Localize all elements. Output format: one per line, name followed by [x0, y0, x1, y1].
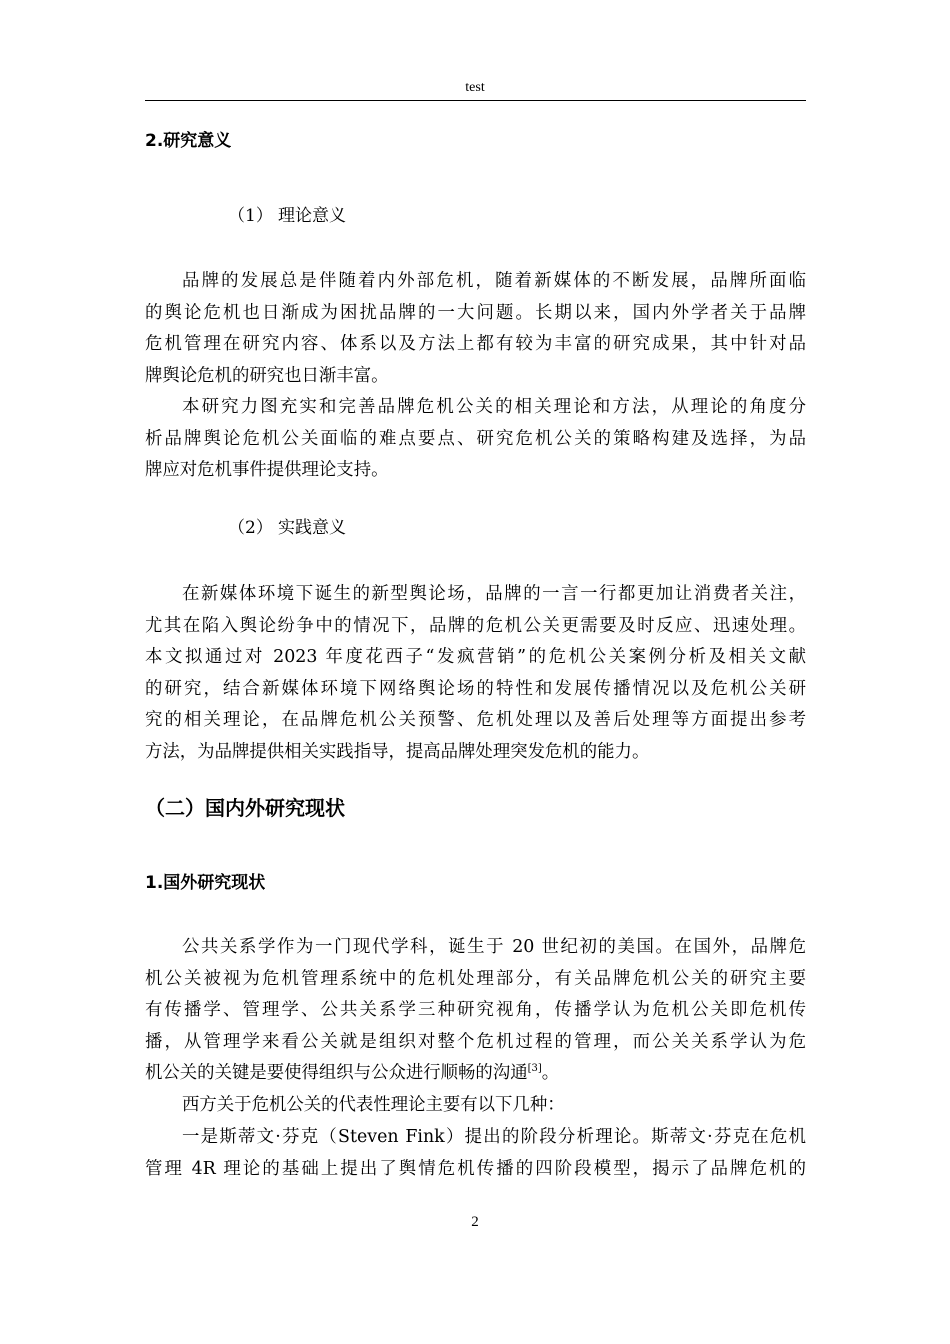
text-line: 公共关系学作为一门现代学科，诞生于 20 世纪初的美国。在国外，品牌危: [182, 937, 806, 957]
text-line: 究的相关理论，在品牌危机公关预警、危机处理以及善后处理等方面提出参考: [145, 710, 806, 730]
paragraph-foreign-1: [145, 932, 806, 1090]
text-line: 一是斯蒂文·芬克（Steven Fink）提出的阶段分析理论。斯蒂文·芬克在危机: [182, 1127, 806, 1147]
citation-ref: [3]: [527, 1063, 542, 1075]
header-rule: [145, 100, 806, 101]
paragraph-foreign-3: [145, 1122, 806, 1185]
page-number: 2: [471, 1214, 479, 1230]
subheading-label: 实践意义: [278, 518, 346, 538]
text-line: 本研究力图充实和完善品牌危机公关的相关理论和方法，从理论的角度分: [182, 397, 806, 417]
text-line: 管理 4R 理论的基础上提出了舆情危机传播的四阶段模型，揭示了品牌危机的: [145, 1158, 806, 1179]
text-line: 西方关于危机公关的代表性理论主要有以下几种：: [182, 1095, 565, 1115]
text-line: 的舆论危机也日渐成为困扰品牌的一大问题。长期以来，国内外学者关于品牌: [145, 302, 806, 323]
text-line: 危机管理在研究内容、体系以及方法上都有较为丰富的研究成果，其中针对品: [145, 334, 806, 354]
paragraph-theory-1: [145, 266, 806, 392]
text-line: 机公关被视为危机管理系统中的危机处理部分，有关品牌危机公关的研究主要: [145, 968, 806, 989]
section-title-research-significance: 2.研究意义: [145, 131, 232, 151]
text-line: 有传播学、管理学、公共关系学三种研究视角，传播学认为危机公关即危机传: [145, 1000, 806, 1020]
text-line: [145, 1058, 806, 1090]
text-run: 。: [541, 1063, 560, 1083]
section-title-research-status: （二）国内外研究现状: [145, 796, 345, 820]
text-line: 本文拟通过对 2023 年度花西子“发疯营销”的危机公关案例分析及相关文献: [145, 647, 806, 667]
paragraph-practice: [145, 579, 806, 768]
text-line: 析品牌舆论危机公关面临的难点要点、研究危机公关的策略构建及选择，为品: [145, 428, 806, 449]
text-run: 机公关的关键是要使得组织与公众进行顺畅的沟通: [145, 1063, 528, 1083]
subheading-label: 理论意义: [278, 206, 346, 226]
page-header: test: [465, 80, 485, 95]
text-line: 的研究，结合新媒体环境下网络舆论场的特性和发展传播情况以及危机公关研: [145, 678, 806, 699]
text-line: 在新媒体环境下诞生的新型舆论场，品牌的一言一行都更加让消费者关注，: [182, 584, 806, 604]
paragraph-theory-2: [145, 392, 806, 487]
section-title-foreign-status: 1.国外研究现状: [145, 873, 266, 893]
text-line: 尤其在陷入舆论纷争中的情况下，品牌的危机公关更需要及时反应、迅速处理。: [145, 615, 806, 636]
subheading-number: （1）: [228, 206, 273, 226]
text-line: 播，从管理学来看公关就是组织对整个危机过程的管理，而公关关系学认为危: [145, 1031, 806, 1052]
text-line: 牌舆论危机的研究也日渐丰富。: [145, 365, 389, 386]
paragraph-foreign-2: [145, 1090, 806, 1122]
text-line: 牌应对危机事件提供理论支持。: [145, 460, 389, 480]
subheading-number: （2）: [228, 518, 273, 538]
text-line: 品牌的发展总是伴随着内外部危机，随着新媒体的不断发展，品牌所面临: [182, 271, 806, 291]
text-line: 方法，为品牌提供相关实践指导，提高品牌处理突发危机的能力。: [145, 741, 650, 762]
subheading-practice: [228, 517, 346, 539]
subheading-theory: [228, 205, 346, 227]
